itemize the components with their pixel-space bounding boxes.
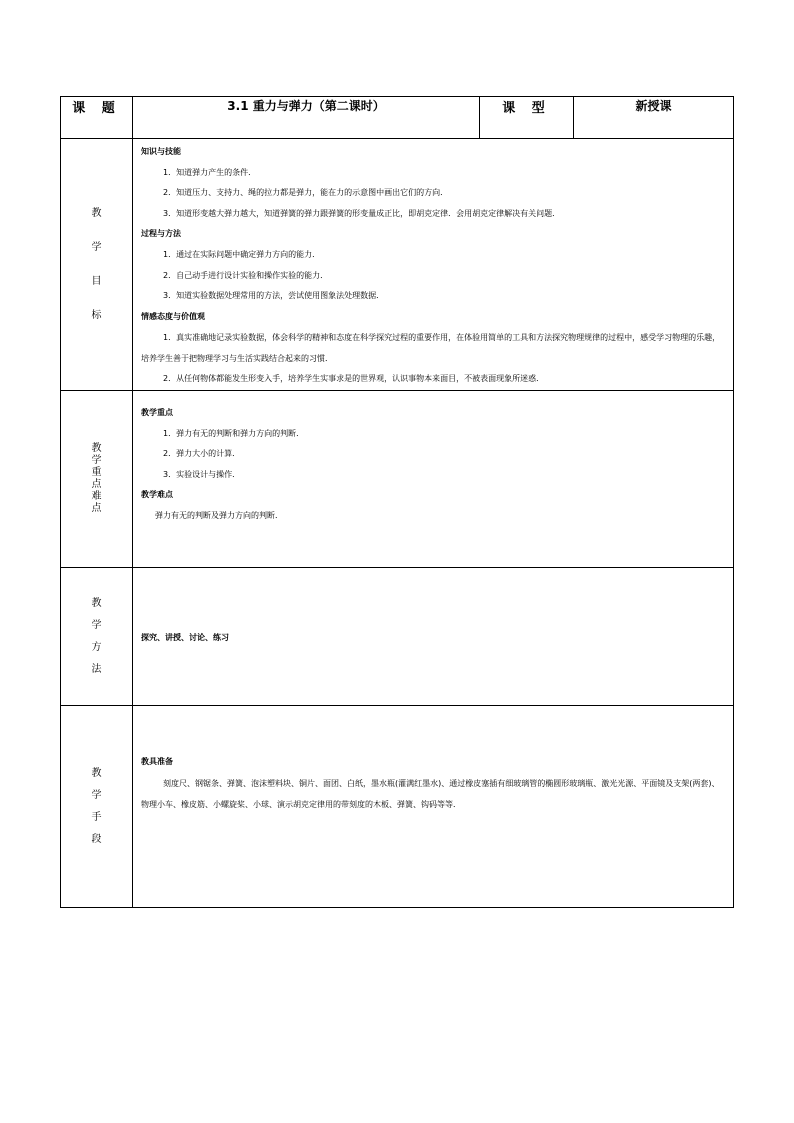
key-title: 教学重点 [141, 408, 173, 417]
methods-row [61, 568, 734, 706]
means-content [133, 706, 734, 908]
means-text: 刻度尺、钢锯条、弹簧、泡沫塑料块、铜片、面团、白纸，墨水瓶(灌满红墨水)、通过橡皮塞插有细玻璃管的椭圆形玻璃瓶、激光光源、平面镜及支架(两套)、物理小车、橡皮筋、小螺旋桨、小球、演示胡克定律用的带刻度的木板、弹簧、钩码等等． [141, 778, 720, 809]
methods-side-label [61, 568, 133, 706]
side-char: 段 [91, 833, 102, 845]
objectives-side-label [61, 139, 133, 391]
side-char: 教 [91, 207, 102, 219]
side-char: 点 [91, 479, 102, 490]
process-item: 1．通过在实际问题中确定弹力方向的能力． [163, 249, 321, 259]
side-char: 学 [91, 241, 102, 253]
key-item: 3．实验设计与操作． [163, 469, 241, 479]
knowledge-item: 1．知道弹力产生的条件． [163, 167, 257, 177]
side-char: 点 [91, 503, 102, 514]
side-char: 手 [91, 811, 102, 823]
methods-text: 探究、讲授、讨论、练习 [141, 632, 229, 642]
side-char: 教 [91, 767, 102, 779]
means-side-label [61, 706, 133, 908]
side-char: 重 [91, 467, 102, 478]
type-value: 新授课 [574, 97, 734, 139]
side-char: 法 [91, 663, 102, 675]
emotion-item: 2．从任何物体都能发生形变入手，培养学生实事求是的世界观，认识事物本来面目，不被表面现象所迷惑． [163, 374, 545, 384]
keypoints-side-label [61, 391, 133, 568]
emotion-title: 情感态度与价值观 [141, 311, 205, 321]
emotion-item: 1．真实准确地记录实验数据，体会科学的精神和态度在科学探究过程的重要作用，在体验用简单的工具和方法探究物理规律的过程中，感受学习物理的乐趣，培养学生善于把物理学习与生活实践结合起来的习惯． [141, 333, 721, 364]
key-item: 1．弹力有无的判断和弹力方向的判断． [163, 428, 305, 438]
topic-label: 课 题 [61, 97, 133, 139]
header-row [61, 97, 734, 139]
topic-value: 3.1 重力与弹力（第二课时） [133, 97, 480, 139]
process-item: 2．自己动手进行设计实验和操作实验的能力． [163, 270, 329, 280]
side-char: 学 [91, 789, 102, 801]
knowledge-item: 2．知道压力、支持力、绳的拉力都是弹力，能在力的示意图中画出它们的方向． [163, 188, 449, 198]
type-label: 课 型 [480, 97, 574, 139]
knowledge-title: 知识与技能 [141, 147, 181, 156]
process-title: 过程与方法 [141, 229, 181, 239]
keypoints-content [133, 391, 734, 568]
process-item: 3．知道实验数据处理常用的方法，尝试使用图象法处理数据． [163, 291, 385, 301]
side-char: 学 [91, 619, 102, 631]
means-row [61, 706, 734, 908]
side-char: 难 [91, 491, 102, 502]
side-char: 教 [91, 597, 102, 609]
side-char: 目 [91, 275, 102, 287]
side-char: 学 [91, 455, 102, 466]
side-char: 方 [91, 641, 102, 653]
keypoints-row [61, 391, 734, 568]
objectives-content [133, 139, 734, 391]
objectives-row [61, 139, 734, 391]
difficult-title: 教学难点 [141, 490, 173, 500]
methods-content [133, 568, 734, 706]
key-item: 2．弹力大小的计算． [163, 449, 241, 459]
difficult-text: 弹力有无的判断及弹力方向的判断． [155, 510, 283, 520]
side-char: 标 [91, 309, 102, 321]
lesson-plan-table [60, 96, 734, 908]
means-title: 教具准备 [141, 757, 173, 766]
knowledge-item: 3．知道形变越大弹力越大，知道弹簧的弹力跟弹簧的形变量成正比，即胡克定律．会用胡克定律解决有关问题． [163, 208, 561, 218]
side-char: 教 [91, 443, 102, 454]
